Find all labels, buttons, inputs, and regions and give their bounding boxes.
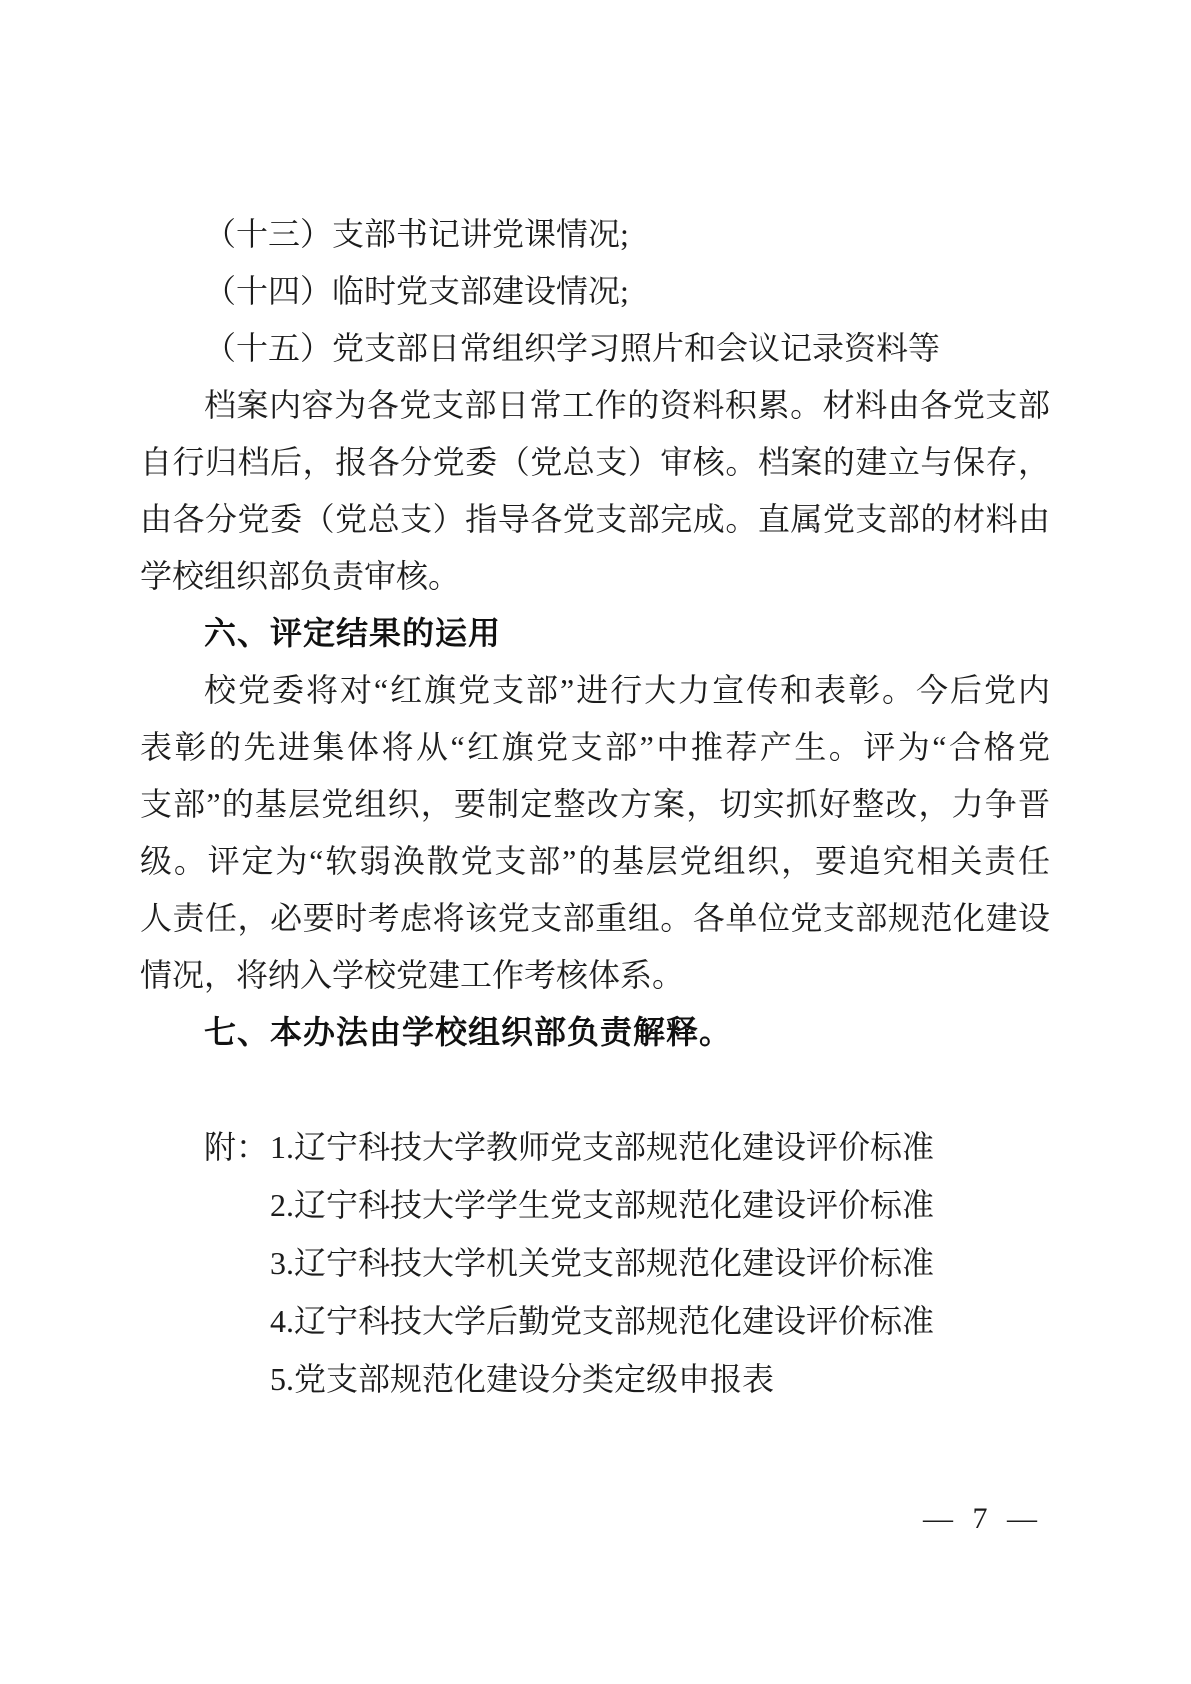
heading-section-six: 六、评定结果的运用 [204, 615, 502, 651]
text-line: 情况，将纳入学校党建工作考核体系。 [140, 957, 685, 993]
document-body [140, 206, 1050, 1408]
text-line: 2.辽宁科技大学学生党支部规范化建设评价标准 [270, 1187, 935, 1223]
attachments-label: 附： [204, 1129, 269, 1165]
text-line: 3.辽宁科技大学机关党支部规范化建设评价标准 [270, 1245, 935, 1281]
text-line: （十四）临时党支部建设情况; [204, 273, 629, 309]
text-line: 学校组织部负责审核。 [140, 558, 461, 594]
text-line: 表彰的先进集体将从“红旗党支部”中推荐产生。评为“合格党 [140, 729, 1050, 765]
page-number: — 7 — [923, 1502, 1043, 1535]
text-line: 由各分党委（党总支）指导各党支部完成。直属党支部的材料由 [140, 501, 1050, 537]
heading-section-seven: 七、本办法由学校组织部负责解释。 [204, 1014, 733, 1050]
text-line: 支部”的基层党组织，要制定整改方案，切实抓好整改，力争晋 [140, 786, 1050, 822]
text-line: （十五）党支部日常组织学习照片和会议记录资料等 [204, 330, 941, 366]
attachments-block [204, 1118, 1050, 1408]
text-line: 1.辽宁科技大学教师党支部规范化建设评价标准 [270, 1129, 935, 1165]
text-line: 5.党支部规范化建设分类定级申报表 [270, 1361, 775, 1397]
text-line: 4.辽宁科技大学后勤党支部规范化建设评价标准 [270, 1303, 935, 1339]
attachments-list [270, 1118, 1050, 1408]
text-line: （十三）支部书记讲党课情况; [204, 216, 629, 252]
numbered-items-13-15 [140, 206, 1050, 377]
text-line: 档案内容为各党支部日常工作的资料积累。材料由各党支部 [204, 387, 1050, 423]
paragraph-evaluation-usage [140, 662, 1050, 1004]
text-line: 人责任，必要时考虑将该党支部重组。各单位党支部规范化建设 [140, 900, 1050, 936]
text-line: 自行归档后，报各分党委（党总支）审核。档案的建立与保存， [140, 444, 1050, 480]
text-line: 校党委将对“红旗党支部”进行大力宣传和表彰。今后党内 [204, 672, 1050, 708]
paragraph-archive [140, 377, 1050, 605]
text-line: 级。评定为“软弱涣散党支部”的基层党组织，要追究相关责任 [140, 843, 1050, 879]
